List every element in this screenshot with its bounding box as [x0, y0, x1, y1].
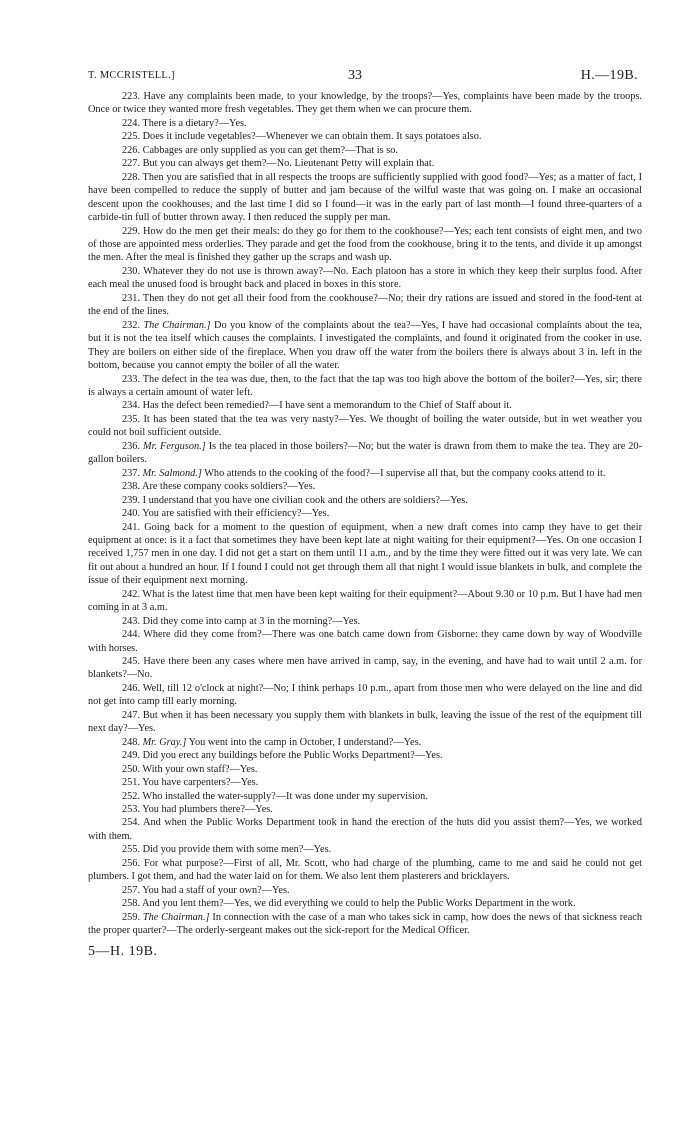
question-answer-text: Did you erect any buildings before the Public Works Department?—Yes.: [142, 750, 443, 762]
testimony-paragraph: [88, 709, 642, 736]
question-answer-text: You had a staff of your own?—Yes.: [142, 884, 290, 896]
question-answer-text: Are these company cooks soldiers?—Yes.: [142, 481, 316, 493]
testimony-paragraph: [88, 225, 642, 265]
question-answer-text: Have there been any cases where men have arrived in camp, say, in the evening, and have had to wait until 2 a.m. for blankets?—No.: [88, 656, 642, 681]
page-header: [88, 56, 642, 82]
testimony-paragraph: [88, 440, 642, 467]
testimony-paragraph: [88, 655, 642, 682]
testimony-paragraph: [88, 588, 642, 615]
question-number: 254.: [122, 817, 141, 829]
testimony-paragraph: [88, 911, 642, 938]
question-answer-text: You went into the camp in October, I understand?—Yes.: [188, 736, 422, 748]
testimony-paragraph: [88, 171, 642, 225]
question-number: 250.: [122, 763, 141, 775]
question-number: 225.: [122, 131, 141, 143]
question-answer-text: How do the men get their meals: do they go for them to the cookhouse?—Yes; each tent consists of eight men, and two of those are appointed mess orderlies. They parade and get the food from the cookhouse, bring it to the tents, and divide it up amongst the men. After the meal is finished they gather up the scraps and wash up.: [88, 225, 643, 264]
question-number: 236.: [122, 440, 141, 452]
question-number: 231.: [122, 292, 141, 304]
question-number: 259.: [122, 911, 141, 923]
testimony-paragraph: [88, 292, 642, 319]
question-answer-text: Going back for a moment to the question of equipment, when a new draft comes into camp they have to get their equipment at once: is it a fact that sometimes they have been kept late at night waiting for their equipment?—Yes. On one occasion I received 1,757 men in one day. I did not get a start on them until 11 a.m., and by the time they were fitted out it was very late. We can fit out about a hundred an hour. If I found I could not get through them all that night I would issue blankets in bulk, and complete the issue of their equipment next morning.: [88, 521, 642, 587]
question-number: 239.: [122, 494, 141, 506]
question-number: 224.: [122, 117, 141, 129]
testimony-paragraph: [88, 884, 642, 897]
testimony-paragraph: [88, 90, 642, 117]
testimony-paragraph: [88, 265, 642, 292]
question-number: 255.: [122, 844, 141, 856]
question-number: 235.: [122, 413, 141, 425]
testimony-paragraph: [88, 521, 642, 588]
question-answer-text: The defect in the tea was due, then, to the fact that the tap was too high above the bottom of the boiler?—Yes, sir; there is always a certain amount of water left.: [88, 373, 642, 398]
testimony-paragraph: [88, 628, 642, 655]
question-answer-text: Did they come into camp at 3 in the morning?—Yes.: [142, 615, 361, 627]
speaker-label: Mr. Gray.]: [142, 736, 187, 748]
testimony-paragraph: [88, 399, 642, 412]
page-number: 33: [348, 68, 362, 83]
question-number: 247.: [122, 709, 141, 721]
question-number: 232.: [122, 319, 141, 331]
question-number: 244.: [122, 629, 141, 641]
testimony-paragraph: [88, 682, 642, 709]
question-answer-text: Did you provide them with some men?—Yes.: [142, 844, 332, 856]
testimony-paragraph: [88, 843, 642, 856]
testimony-paragraph: [88, 776, 642, 789]
question-number: 249.: [122, 750, 141, 762]
question-answer-text: Do you know of the complaints about the tea?—Yes, I have had occasional complaints about the tea, but it is not the tea itself which causes the complaints. I investigated the complaints, and found it originated from the cooker in use. They are boilers on either side of the fireplace. When you draw off the water from the boilers there is always about 3 in. left in the bottom, because you cannot empty the boiler of all the water.: [88, 319, 642, 372]
question-number: 238.: [122, 481, 141, 493]
question-number: 245.: [122, 656, 141, 668]
question-answer-text: But you can always get them?—No. Lieutenant Petty will explain that.: [142, 158, 435, 170]
speaker-label: The Chairman.]: [142, 911, 210, 923]
question-answer-text: Then they do not get all their food from the cookhouse?—No; their dry rations are issued and stored in the food-tent at the end of the lines.: [88, 292, 643, 318]
testimony-paragraph: [88, 130, 642, 143]
question-number: 258.: [122, 898, 141, 910]
testimony-paragraph: [88, 857, 642, 884]
speaker-label: The Chairman.]: [143, 319, 211, 331]
question-number: 223.: [122, 91, 141, 102]
testimony-paragraph: [88, 319, 642, 373]
testimony-paragraph: [88, 494, 642, 507]
question-number: 251.: [122, 777, 141, 789]
question-answer-text: You are satisfied with their efficiency?—Yes.: [142, 508, 330, 520]
testimony-paragraph: [88, 790, 642, 803]
question-answer-text: Does it include vegetables?—Whenever we can obtain them. It says potatoes also.: [142, 131, 482, 143]
question-answer-text: You have carpenters?—Yes.: [142, 777, 259, 789]
question-answer-text: In connection with the case of a man who takes sick in camp, how does the news of that sickness reach the proper quarter?—The orderly-sergeant makes out the sick-report for the Medical Officer.: [88, 911, 642, 937]
question-answer-text: Has the defect been remedied?—I have sent a memorandum to the Chief of Staff about it.: [142, 400, 512, 412]
testimony-paragraph: [88, 413, 642, 440]
question-number: 242.: [122, 588, 141, 600]
question-number: 227.: [122, 158, 141, 170]
question-answer-text: Cabbages are only supplied as you can get them?—That is so.: [142, 144, 398, 156]
question-answer-text: And you lent them?—Yes, we did everything we could to help the Public Works Department in the work.: [142, 898, 576, 910]
question-answer-text: It has been stated that the tea was very nasty?—Yes. We thought of boiling the water outside, but in wet weather you could not boil sufficient outside.: [88, 413, 643, 439]
speaker-label: Mr. Ferguson.]: [143, 440, 206, 452]
question-answer-text: Is the tea placed in those boilers?—No; but the water is drawn from them to make the tea. They are 20-gallon boilers.: [88, 440, 643, 466]
testimony-paragraph: [88, 467, 642, 480]
question-answer-text: Who installed the water-supply?—It was done under my supervision.: [142, 790, 428, 802]
testimony-paragraph: [88, 373, 642, 400]
witness-name: T. MCCRISTELL.]: [88, 70, 175, 81]
testimony-paragraph: [88, 507, 642, 520]
question-number: 229.: [122, 225, 141, 237]
document-reference: H.—19B.: [580, 68, 638, 83]
testimony-paragraph: [88, 749, 642, 762]
question-number: 241.: [122, 521, 141, 533]
question-answer-text: There is a dietary?—Yes.: [142, 117, 247, 129]
question-answer-text: And when the Public Works Department took in hand the erection of the huts did you assist them?—Yes, we worked with them.: [88, 817, 642, 842]
question-number: 256.: [122, 857, 141, 869]
question-number: 240.: [122, 508, 141, 520]
testimony-paragraph: [88, 615, 642, 628]
question-answer-text: Whatever they do not use is thrown away?—No. Each platoon has a store in which they keep their surplus food. After each meal the unused food is brought back and placed in boxes in this store.: [88, 265, 642, 291]
question-number: 237.: [122, 467, 141, 479]
question-number: 234.: [122, 400, 141, 412]
testimony-paragraph: [88, 480, 642, 493]
testimony-paragraph: [88, 144, 642, 157]
testimony-paragraph: [88, 763, 642, 776]
question-number: 246.: [122, 682, 141, 694]
testimony-paragraph: [88, 157, 642, 170]
sheet-signature: 5—H. 19B.: [88, 943, 158, 959]
testimony-paragraph: [88, 117, 642, 130]
testimony-paragraph: [88, 736, 642, 749]
question-number: 253.: [122, 804, 141, 816]
testimony-paragraph: [88, 816, 642, 843]
question-answer-text: Then you are satisfied that in all respects the troops are sufficiently supplied with good food?—Yes; as a matter of fact, I have been compelled to reduce the supply of butter and jam because of the wilful waste that was going on. I make an occasional descent upon the cookhouses, and the last time I did so I found—it was in the early part of last month—I found three-quarters of a carbide-tin full of butter thrown away. I then reduced the supply per man.: [88, 171, 642, 224]
question-answer-text: Well, till 12 o'clock at night?—No; I think perhaps 10 p.m., apart from those men who were delayed on the line and did not get into camp till early morning.: [88, 682, 643, 708]
question-number: 252.: [122, 790, 141, 802]
speaker-label: Mr. Salmond.]: [142, 467, 202, 479]
question-answer-text: Have any complaints been made, to your knowledge, by the troops?—Yes, complaints have been made by the troops. Once or twice they wanted more fresh vegetables. They get them when we can procure them.: [88, 91, 642, 116]
question-number: 230.: [122, 265, 141, 277]
testimony-paragraph: [88, 897, 642, 910]
question-number: 228.: [122, 171, 141, 183]
question-number: 248.: [122, 736, 141, 748]
testimony-paragraph: [88, 803, 642, 816]
question-answer-text: For what purpose?—First of all, Mr. Scott, who had charge of the plumbing, came to me and said he could not get plumbers. I got them, and had the water laid on for them. We also lent them plasterers and bricklayers.: [88, 857, 643, 883]
question-answer-text: Who attends to the cooking of the food?—I supervise all that, but the company cooks attend to it.: [204, 467, 606, 479]
question-number: 226.: [122, 144, 141, 156]
question-answer-text: With your own staff?—Yes.: [142, 763, 258, 775]
question-answer-text: You had plumbers there?—Yes.: [142, 804, 273, 816]
question-number: 233.: [122, 373, 141, 385]
question-number: 257.: [122, 884, 141, 896]
question-number: 243.: [122, 615, 141, 627]
question-answer-text: Where did they come from?—There was one batch came down from Gisborne: they came down by way of Woodville with horses.: [88, 629, 642, 654]
question-answer-text: I understand that you have one civilian cook and the others are soldiers?—Yes.: [142, 494, 468, 506]
testimony-body: [88, 90, 642, 938]
question-answer-text: But when it has been necessary you supply them with blankets in bulk, leaving the issue of the rest of the equipment till next day?—Yes.: [88, 709, 642, 735]
question-answer-text: What is the latest time that men have been kept waiting for their equipment?—About 9.30 or 10 p.m. But I have had men coming in at 3 a.m.: [88, 588, 642, 614]
